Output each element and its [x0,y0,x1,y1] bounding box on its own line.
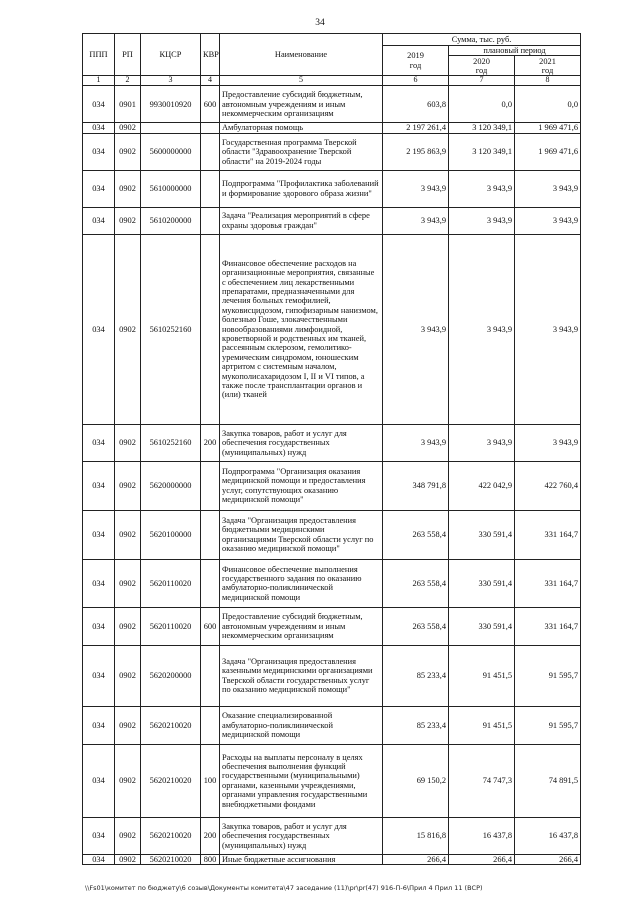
cell-kcsr: 5620200000 [141,645,201,706]
cell-kcsr: 5600000000 [141,133,201,170]
cell-name: Амбулаторная помощь [220,123,383,133]
cell-rp: 0902 [115,424,141,461]
cell-2021: 91 595,7 [515,706,581,744]
cell-rp: 0902 [115,123,141,133]
cell-kvr [201,461,220,510]
cell-name: Задача "Организация предоставления бюджетными медицинскими организациями Тверской области услуг по оказанию медицинской помощи" [220,510,383,559]
cell-rp: 0902 [115,207,141,234]
table-row [83,559,581,607]
cell-kvr: 600 [201,607,220,645]
cell-name: Государственная программа Тверской области "Здравоохранение Тверской области" на 2019-2024 годы [220,133,383,170]
cell-2019: 348 791,8 [383,461,449,510]
cell-kvr [201,170,220,207]
header-year-2020 [449,56,515,76]
cell-ppp: 034 [83,607,115,645]
cell-ppp: 034 [83,706,115,744]
cell-2020: 74 747,3 [449,744,515,817]
cell-rp: 0902 [115,461,141,510]
cell-kcsr: 5610252160 [141,424,201,461]
cell-name: Финансовое обеспечение выполнения государственного задания по оказанию амбулаторно-поликлинической медицинской помощи [220,559,383,607]
cell-ppp: 034 [83,170,115,207]
cell-name: Иные бюджетные ассигнования [220,854,383,864]
header-sum: Сумма, тыс. руб. [383,34,581,46]
cell-rp: 0902 [115,817,141,854]
cell-2019: 2 197 261,4 [383,123,449,133]
cell-2019: 3 943,9 [383,170,449,207]
header-year-2021-value: 2021 [539,56,556,66]
table-row [83,170,581,207]
cell-2020: 91 451,5 [449,706,515,744]
cell-2019: 263 558,4 [383,559,449,607]
cell-kcsr: 5620210020 [141,817,201,854]
cell-2020: 330 591,4 [449,510,515,559]
cell-name: Финансовое обеспечение расходов на организационные мероприятия, связанные с обеспечением лиц лекарственными препаратами, предназначенными для лечения больных гемофилией, муковисцидозом, гипофизарным нанизмом, болезнью Гоше, злокачественными новообразованиями лимфоидной, кроветворной и родственных им тканей, рассеянным склерозом, гемолитико-уремическим синдромом, юношеским артритом с системным началом, мукополисахаридозом I, II и VI типов, а также после трансплантации органов и (или) тканей [220,234,383,424]
cell-2020: 330 591,4 [449,559,515,607]
cell-2021: 331 164,7 [515,559,581,607]
header-ppp: ППП [83,34,115,76]
budget-table [82,33,581,865]
cell-2020: 3 120 349,1 [449,133,515,170]
cell-name: Подпрограмма "Профилактика заболеваний и формирование здорового образа жизни" [220,170,383,207]
cell-kvr: 200 [201,817,220,854]
column-numbers-row [83,76,581,86]
header-year-2019-value: 2019 [407,51,424,61]
cell-ppp: 034 [83,559,115,607]
cell-name: Закупка товаров, работ и услуг для обеспечения государственных (муниципальных) нужд [220,817,383,854]
cell-kcsr: 5620110020 [141,607,201,645]
cell-rp: 0902 [115,510,141,559]
table-row [83,86,581,123]
header-year-2021-sub: год [541,65,554,75]
cell-2019: 85 233,4 [383,706,449,744]
cell-2019: 3 943,9 [383,234,449,424]
cell-rp: 0902 [115,706,141,744]
cell-kvr [201,706,220,744]
cell-kvr [201,645,220,706]
cell-2021: 74 891,5 [515,744,581,817]
cell-2021: 331 164,7 [515,607,581,645]
cell-2020: 3 943,9 [449,170,515,207]
cell-kvr [201,559,220,607]
cell-name: Задача "Реализация мероприятий в сфере охраны здоровья граждан" [220,207,383,234]
cell-2019: 69 150,2 [383,744,449,817]
column-number: 1 [83,76,115,86]
cell-rp: 0902 [115,234,141,424]
cell-name: Подпрограмма "Организация оказания медицинской помощи и предоставления услуг, сопутствующих оказанию медицинской помощи" [220,461,383,510]
cell-2020: 0,0 [449,86,515,123]
cell-2020: 3 120 349,1 [449,123,515,133]
header-year-2020-value: 2020 [473,56,490,66]
cell-kcsr: 5620100000 [141,510,201,559]
cell-2020: 3 943,9 [449,207,515,234]
table-row [83,123,581,133]
table-row [83,706,581,744]
header-planned-period: плановый период [449,46,581,56]
cell-2020: 3 943,9 [449,234,515,424]
cell-name: Расходы на выплаты персоналу в целях обеспечения выполнения функций государственными (муниципальными) органами, казенными учреждениями, органами управления государственными внебюджетными фондами [220,744,383,817]
page-number: 34 [315,18,325,28]
cell-2020: 422 042,9 [449,461,515,510]
table-row [83,510,581,559]
column-number: 3 [141,76,201,86]
cell-kcsr: 5610000000 [141,170,201,207]
cell-2020: 91 451,5 [449,645,515,706]
cell-kcsr: 5620210020 [141,744,201,817]
cell-name: Предоставление субсидий бюджетным, автономным учреждениям и иным некоммерческим организациям [220,607,383,645]
cell-kcsr: 5620210020 [141,854,201,864]
cell-ppp: 034 [83,234,115,424]
header-kcsr: КЦСР [141,34,201,76]
table-row [83,207,581,234]
cell-2019: 15 816,8 [383,817,449,854]
cell-2019: 266,4 [383,854,449,864]
cell-2021: 1 969 471,6 [515,123,581,133]
cell-ppp: 034 [83,645,115,706]
cell-kcsr: 5620110020 [141,559,201,607]
header-year-2021 [515,56,581,76]
table-row [83,744,581,817]
cell-ppp: 034 [83,86,115,123]
table-row [83,234,581,424]
cell-ppp: 034 [83,424,115,461]
cell-name: Закупка товаров, работ и услуг для обеспечения государственных (муниципальных) нужд [220,424,383,461]
cell-2021: 422 760,4 [515,461,581,510]
cell-2020: 330 591,4 [449,607,515,645]
cell-rp: 0902 [115,559,141,607]
cell-kvr [201,510,220,559]
cell-kcsr: 5610200000 [141,207,201,234]
header-kvr: КВР [201,34,220,76]
cell-rp: 0902 [115,854,141,864]
table-row [83,133,581,170]
table-row [83,645,581,706]
cell-ppp: 034 [83,510,115,559]
column-number: 4 [201,76,220,86]
cell-2021: 3 943,9 [515,207,581,234]
cell-rp: 0902 [115,170,141,207]
cell-2021: 91 595,7 [515,645,581,706]
cell-2019: 263 558,4 [383,607,449,645]
cell-2021: 331 164,7 [515,510,581,559]
header-rp: РП [115,34,141,76]
cell-2020: 16 437,8 [449,817,515,854]
table-row [83,854,581,864]
cell-name: Предоставление субсидий бюджетным, автономным учреждениям и иным некоммерческим организациям [220,86,383,123]
cell-rp: 0901 [115,86,141,123]
header-year-2019 [383,46,449,76]
column-number: 8 [515,76,581,86]
table-row [83,817,581,854]
cell-ppp: 034 [83,817,115,854]
cell-kcsr: 5620210020 [141,706,201,744]
cell-2020: 266,4 [449,854,515,864]
cell-kvr [201,234,220,424]
table-row [83,607,581,645]
cell-ppp: 034 [83,207,115,234]
cell-2021: 3 943,9 [515,424,581,461]
cell-2019: 3 943,9 [383,207,449,234]
cell-2019: 263 558,4 [383,510,449,559]
cell-rp: 0902 [115,607,141,645]
cell-rp: 0902 [115,133,141,170]
cell-2021: 3 943,9 [515,234,581,424]
cell-2019: 85 233,4 [383,645,449,706]
header-year-2020-sub: год [475,65,488,75]
cell-name: Оказание специализированной амбулаторно-поликлинической медицинской помощи [220,706,383,744]
cell-kvr [201,207,220,234]
header-name: Наименование [220,34,383,76]
cell-2021: 3 943,9 [515,170,581,207]
cell-kvr [201,123,220,133]
cell-kcsr: 5610252160 [141,234,201,424]
cell-2021: 1 969 471,6 [515,133,581,170]
cell-name: Задача "Организация предоставления казенными медицинскими организациями Тверской области государственных услуг по оказанию медицинской помощи" [220,645,383,706]
cell-2020: 3 943,9 [449,424,515,461]
column-number: 6 [383,76,449,86]
cell-kvr: 100 [201,744,220,817]
cell-kcsr [141,123,201,133]
table-row [83,461,581,510]
cell-2021: 16 437,8 [515,817,581,854]
cell-2019: 603,8 [383,86,449,123]
column-number: 2 [115,76,141,86]
cell-kcsr: 5620000000 [141,461,201,510]
cell-2021: 266,4 [515,854,581,864]
cell-rp: 0902 [115,744,141,817]
column-number: 7 [449,76,515,86]
cell-kvr: 800 [201,854,220,864]
header-year-2019-sub: год [409,60,422,70]
cell-kvr: 200 [201,424,220,461]
cell-2019: 3 943,9 [383,424,449,461]
cell-ppp: 034 [83,133,115,170]
cell-ppp: 034 [83,854,115,864]
cell-ppp: 034 [83,744,115,817]
cell-2021: 0,0 [515,86,581,123]
cell-kvr [201,133,220,170]
cell-2019: 2 195 863,9 [383,133,449,170]
column-number: 5 [220,76,383,86]
cell-rp: 0902 [115,645,141,706]
cell-kcsr: 9930010920 [141,86,201,123]
cell-ppp: 034 [83,123,115,133]
cell-kvr: 600 [201,86,220,123]
cell-ppp: 034 [83,461,115,510]
table-row [83,424,581,461]
footer-file-path: \\Fs01\комитет по бюджету\6 созыв\Документы комитета\47 заседание (11)\pr\pr(47) 916-П-6\Прил 4 Прил 11 (ВСР) [85,884,483,892]
